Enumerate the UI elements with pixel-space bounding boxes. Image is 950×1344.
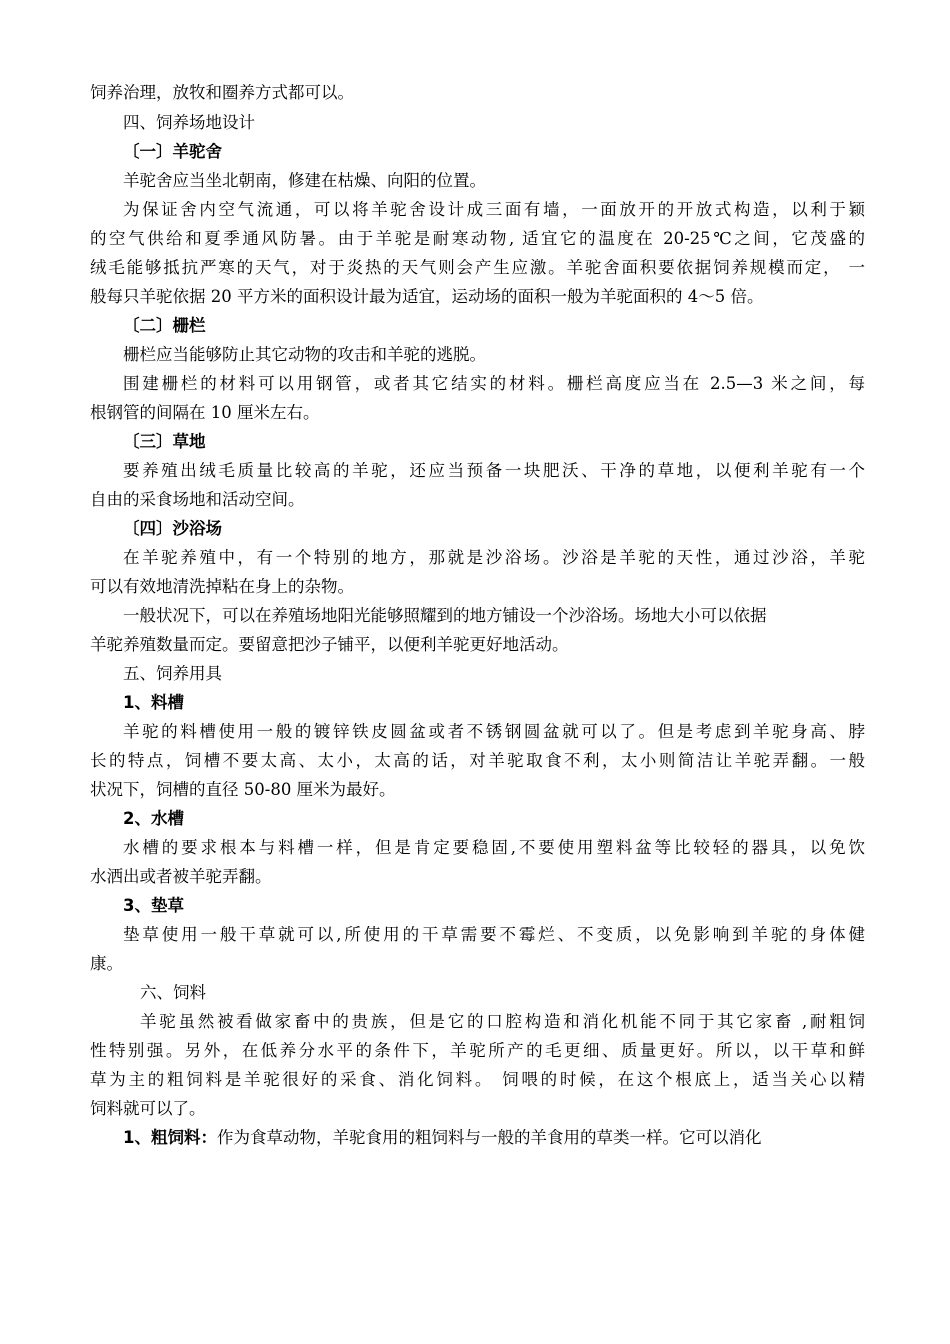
- text-line: 自由的采食场地和活动空间。: [90, 490, 305, 509]
- text-line: 羊驼舍应当坐北朝南，修建在枯燥、向阳的位置。: [123, 171, 486, 190]
- text-line: 一般状况下，可以在养殖场地阳光能够照耀到的地方铺设一个沙浴场。场地大小可以依据: [123, 606, 767, 625]
- subsection-heading: 2、水槽: [123, 809, 184, 828]
- text-line: 饲养治理，放牧和圈养方式都可以。: [90, 83, 354, 102]
- text-line: 为保证舍内空气流通，可以将羊驼舍设计成三面有墙，一面放开的开放式构造，以利于颖: [123, 200, 865, 219]
- text-line: 羊驼养殖数量而定。要留意把沙子铺平，以便利羊驼更好地活动。: [90, 635, 569, 654]
- text-line: 要养殖出绒毛质量比较高的羊驼，还应当预备一块肥沃、干净的草地，以便利羊驼有一个: [123, 461, 865, 480]
- text-line: 饲料就可以了。: [90, 1099, 206, 1118]
- text-line: 羊驼虽然被看做家畜中的贵族，但是它的口腔构造和消化机能不同于其它家畜 ,耐粗饲: [140, 1012, 865, 1031]
- text-line: 性特别强。另外，在低养分水平的条件下，羊驼所产的毛更细、质量更好。所以，以干草和鲜: [90, 1041, 865, 1060]
- subsection-heading: 〔四〕沙浴场: [123, 519, 222, 538]
- section-heading: 四、饲养场地设计: [123, 113, 255, 132]
- lead-term: 1、粗饲料：: [123, 1128, 217, 1147]
- text-line: 草为主的粗饲料是羊驼很好的采食、消化饲料。 饲喂的时候，在这个根底上，适当关心以精: [90, 1070, 865, 1089]
- section-heading: 六、饲料: [140, 983, 206, 1002]
- text-line: 水槽的要求根本与料槽一样，但是肯定要稳固,不要使用塑料盆等比较轻的器具，以免饮: [123, 838, 865, 857]
- subsection-heading: 1、料槽: [123, 693, 184, 712]
- lead-text: 作为食草动物，羊驼食用的粗饲料与一般的羊食用的草类一样。它可以消化: [216, 1128, 762, 1147]
- subsection-heading: 〔一〕羊驼舍: [123, 142, 222, 161]
- text-line: 的空气供给和夏季通风防暑。由于羊驼是耐寒动物, 适宜它的温度在 20-25℃之间，它茂盛的: [90, 229, 865, 248]
- text-line: 围建栅栏的材料可以用钢管，或者其它结实的材料。栅栏高度应当在 2.5—3 米之间，每: [123, 374, 865, 393]
- text-line: 羊驼的料槽使用一般的镀锌铁皮圆盆或者不锈钢圆盆就可以了。但是考虑到羊驼身高、脖: [123, 722, 865, 741]
- text-line: 水洒出或者被羊驼弄翻。: [90, 867, 272, 886]
- text-line: 绒毛能够抵抗严寒的天气，对于炎热的天气则会产生应激。羊驼舍面积要依据饲养规模而定， 一: [90, 258, 865, 277]
- text-line: 康。: [90, 954, 123, 973]
- text-line: [123, 1127, 865, 1149]
- text-line: 根钢管的间隔在 10 厘米左右。: [90, 403, 320, 422]
- subsection-heading: 〔二〕栅栏: [123, 316, 206, 335]
- subsection-heading: 3、垫草: [123, 896, 184, 915]
- text-line: 可以有效地清洗掉粘在身上的杂物。: [90, 577, 354, 596]
- text-line: 长的特点，饲槽不要太高、太小，太高的话，对羊驼取食不利，太小则简洁让羊驼弄翻。一般: [90, 751, 865, 770]
- text-line: 垫草使用一般干草就可以,所使用的干草需要不霉烂、不变质，以免影响到羊驼的身体健: [123, 925, 865, 944]
- text-line: 在羊驼养殖中，有一个特别的地方，那就是沙浴场。沙浴是羊驼的天性，通过沙浴，羊驼: [123, 548, 865, 567]
- subsection-heading: 〔三〕草地: [123, 432, 206, 451]
- text-line: 般每只羊驼依据 20 平方米的面积设计最为适宜，运动场的面积一般为羊驼面积的 4～5 倍。: [90, 287, 764, 306]
- section-heading: 五、饲养用具: [123, 664, 222, 683]
- text-line: 栅栏应当能够防止其它动物的攻击和羊驼的逃脱。: [123, 345, 486, 364]
- text-line: 状况下，饲槽的直径 50-80 厘米为最好。: [90, 780, 396, 799]
